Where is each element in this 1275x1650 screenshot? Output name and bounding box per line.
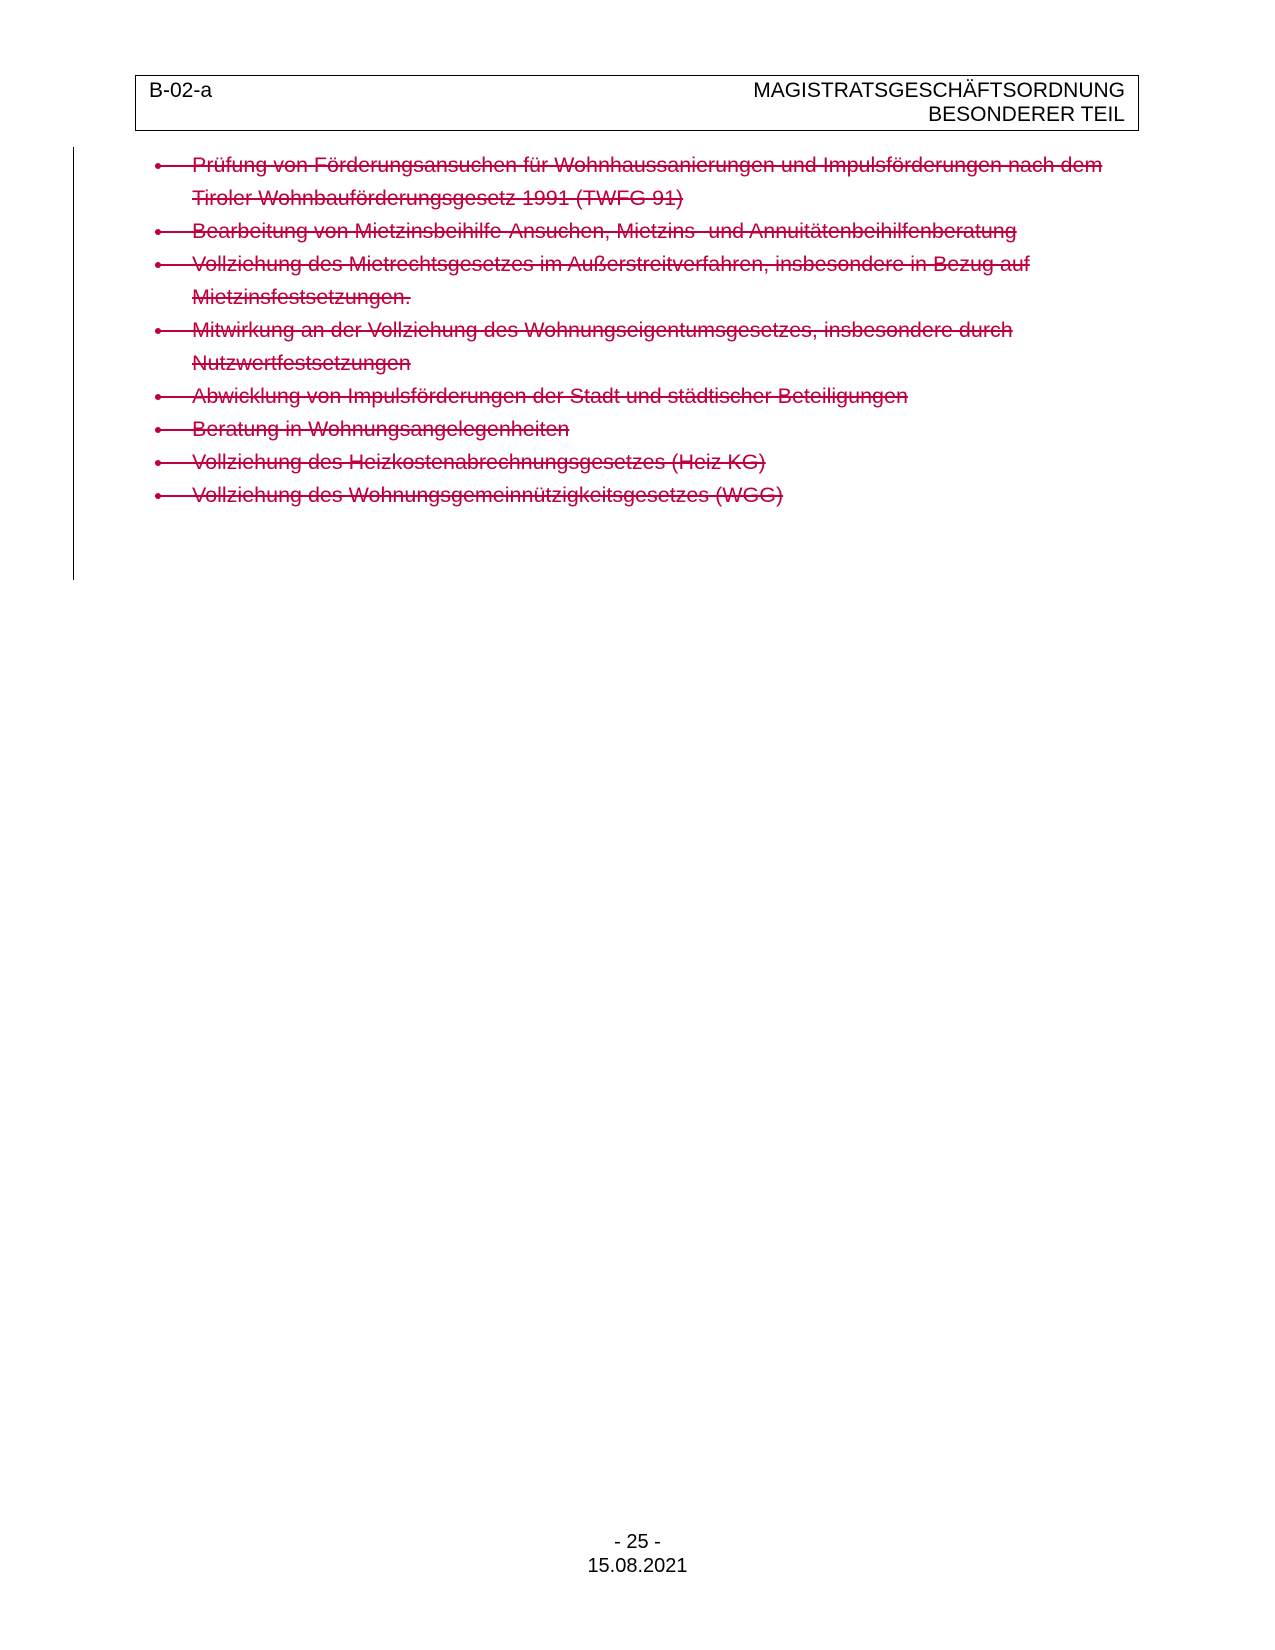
deleted-task-list xyxy=(150,149,1140,512)
bullet-icon xyxy=(150,149,192,182)
list-item-text: Vollziehung des Heizkostenabrechnungsgesetzes (Heiz KG) xyxy=(192,450,766,474)
list-item xyxy=(150,248,1140,314)
bullet-icon xyxy=(150,446,192,479)
list-item-text: Abwicklung von Impulsförderungen der Stadt und städtischer Beteiligungen xyxy=(192,384,908,408)
bullet-icon xyxy=(150,380,192,413)
document-title xyxy=(753,79,1125,127)
list-item xyxy=(150,380,1140,413)
bullet-icon xyxy=(150,479,192,512)
list-item xyxy=(150,314,1140,380)
bullet-icon xyxy=(150,248,192,281)
bullet-icon xyxy=(150,215,192,248)
bullet-icon xyxy=(150,413,192,446)
list-item-text: Bearbeitung von Mietzinsbeihilfe-Ansuchen, Mietzins- und Annuitätenbeihilfenberatung xyxy=(192,219,1017,243)
list-item xyxy=(150,149,1140,215)
list-item-text: Vollziehung des Mietrechtsgesetzes im Außerstreitverfahren, insbesondere in Bezug auf Mietzinsfestsetzungen. xyxy=(192,252,1030,309)
page-date: 15.08.2021 xyxy=(587,1555,688,1577)
revision-change-bar xyxy=(73,147,74,580)
list-item-text: Beratung in Wohnungsangelegenheiten xyxy=(192,417,570,441)
list-item xyxy=(150,446,1140,479)
page-number: - 25 - xyxy=(614,1531,661,1553)
list-item xyxy=(150,413,1140,446)
document-title-line2: BESONDERER TEIL xyxy=(928,103,1125,126)
list-item xyxy=(150,479,1140,512)
list-item-text: Prüfung von Förderungsansuchen für Wohnhaussanierungen und Impulsförderungen nach dem Tiroler Wohnbauförderungsgesetz 1991 (TWFG 91) xyxy=(192,153,1103,210)
document-code: B-02-a xyxy=(149,79,213,102)
list-item-text: Vollziehung des Wohnungsgemeinnützigkeitsgesetzes (WGG) xyxy=(192,483,784,507)
document-header xyxy=(135,75,1139,131)
list-item xyxy=(150,215,1140,248)
bullet-icon xyxy=(150,314,192,347)
document-title-line1: MAGISTRATSGESCHÄFTSORDNUNG xyxy=(753,79,1125,102)
list-item-text: Mitwirkung an der Vollziehung des Wohnungseigentumsgesetzes, insbesondere durch Nutzwertfestsetzungen xyxy=(192,318,1013,375)
page-footer xyxy=(0,1530,1275,1578)
